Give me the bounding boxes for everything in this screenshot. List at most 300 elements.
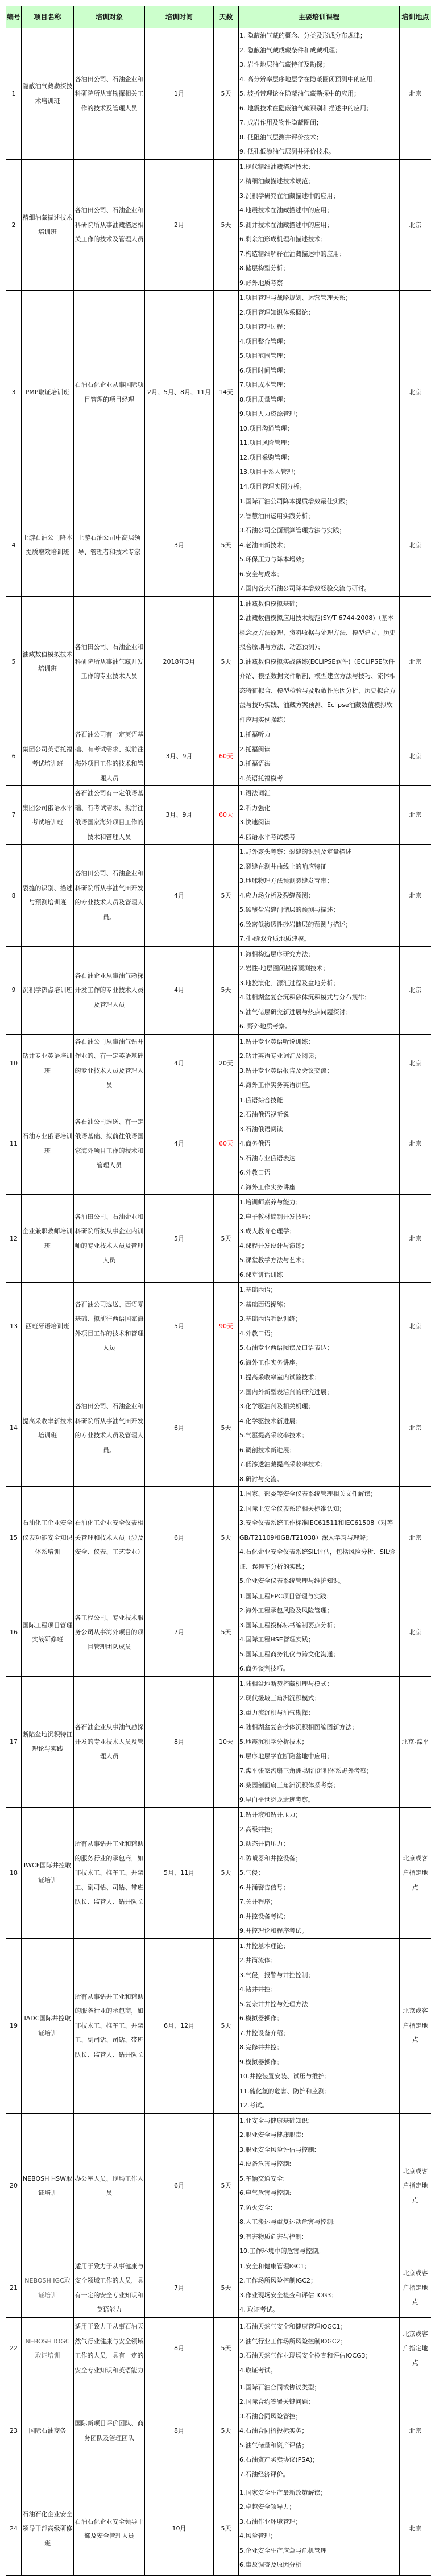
- course-list: [239, 28, 400, 160]
- course-list: [239, 1589, 400, 1676]
- course-item: 5.项目范围管理；: [239, 349, 399, 363]
- training-target: 适用于致力于从事石油天然气行业健康与安全领域工作的人员，具有一定的安全专业知识和英语能力: [74, 2317, 145, 2380]
- course-item: 7.海外工作实务讲座: [239, 1180, 399, 1195]
- course-item: 8.完修井井控；: [239, 2040, 399, 2055]
- project-name: NEBOSH IGC取证培训: [22, 2259, 74, 2317]
- course-item: 3.石油作业环境管理；: [239, 2515, 399, 2529]
- row-number: 6: [6, 727, 22, 786]
- training-location: 北京: [400, 2380, 431, 2482]
- course-item: 8.人工搬运与重复运动危害与控制;: [239, 2215, 399, 2230]
- training-target: 各油田公司、石油企业和科研院所从事油气田开发的专业技术人员及管理人员。: [74, 845, 145, 947]
- training-days: 5天: [214, 2317, 239, 2380]
- table-row: [6, 2113, 431, 2259]
- course-list: [239, 1093, 400, 1195]
- training-location: 北京: [400, 1589, 431, 1676]
- training-time: 4月: [145, 946, 214, 1034]
- course-list: [239, 1487, 400, 1589]
- row-number: 10: [6, 1034, 22, 1093]
- training-time: 2018年3月: [145, 596, 214, 727]
- training-location: 北京或客户指定地点: [400, 1938, 431, 2113]
- course-list: [239, 1283, 400, 1370]
- table-row: [6, 1034, 431, 1093]
- training-target: 各石油公司有一定俄语基础、有考试需求、拟前往俄语国家海外项目工作的技术和管理人员: [74, 786, 145, 845]
- training-days: 60天: [214, 1093, 239, 1195]
- course-item: 1.培训师素养与能力；: [239, 1195, 399, 1210]
- course-item: 5.油气储量和资产评估；: [239, 2438, 399, 2453]
- training-target: 各石油企业从事油气勘探开发工作的专业技术人员及管理人员: [74, 946, 145, 1034]
- training-days: 5天: [214, 596, 239, 727]
- course-item: 9.项目人力资源管理；: [239, 407, 399, 421]
- course-item: 4.石化企业安全仪表系统SIL评估，包括风险分析、SIL验证、误停车分析的实践；: [239, 1545, 399, 1574]
- training-time: 8月: [145, 2317, 214, 2380]
- course-item: 13.项目干系人管理；: [239, 465, 399, 479]
- course-list: [239, 291, 400, 494]
- course-item: 1.井控基本理论；: [239, 1939, 399, 1954]
- training-target: 所有从事钻井工业和辅助的服务行业的承包商，如非技术工、推车工、井架工、副司钻、司钻、带班队长、监管人、钻井队长: [74, 1808, 145, 1939]
- training-target: 国际新项目评价团队、商务团队及管理团队: [74, 2380, 145, 2482]
- course-item: 6.石油资产买卖协议(PSA)；: [239, 2453, 399, 2467]
- training-time: 6月: [145, 1487, 214, 1589]
- course-list: [239, 596, 400, 727]
- course-item: 12.考试。: [239, 2098, 399, 2113]
- training-location: 北京或客户指定地点: [400, 2259, 431, 2317]
- course-list: [239, 159, 400, 291]
- course-list: [239, 1195, 400, 1283]
- course-item: 2.基础西语操练；: [239, 1297, 399, 1312]
- project-name: 沉积学热点培训班: [22, 946, 74, 1034]
- course-item: 3.重力流沉积与油气勘探；: [239, 1706, 399, 1721]
- course-item: 6.调剖技术新进展；: [239, 1443, 399, 1458]
- course-list: [239, 2317, 400, 2380]
- table-row: [6, 1487, 431, 1589]
- project-name: IADC国际井控取证培训: [22, 1938, 74, 2113]
- course-item: 1.安全和健康管理IGC1；: [239, 2259, 399, 2274]
- course-item: 1.现代精细油藏描述技术；: [239, 160, 399, 175]
- table-row: [6, 2259, 431, 2317]
- course-item: 4.防喷器和井控设备；: [239, 1851, 399, 1866]
- course-item: 2.听力强化: [239, 801, 399, 816]
- project-name: IWCF国际井控取证培训: [22, 1808, 74, 1939]
- course-item: 4.外教口语；: [239, 1326, 399, 1341]
- row-number: 23: [6, 2380, 22, 2482]
- header-project-name: 项目名称: [22, 6, 74, 28]
- course-item: 5.碳酸盐岩缝洞储层的预测与描述；: [239, 903, 399, 917]
- course-item: 7.防火安全;: [239, 2201, 399, 2215]
- course-list: [239, 1938, 400, 2113]
- course-item: 7.石油经济评价。: [239, 2467, 399, 2482]
- row-number: 11: [6, 1093, 22, 1195]
- training-location: 北京: [400, 786, 431, 845]
- course-item: 10.井控装置安装、试压与维护；: [239, 2069, 399, 2084]
- table-row: [6, 159, 431, 291]
- course-item: 1.俄语综合技能: [239, 1093, 399, 1108]
- training-target: 办公室人员、现场工作人员: [74, 2113, 145, 2259]
- course-item: 2.电子教材编制开发技巧；: [239, 1210, 399, 1225]
- course-item: 1.国际石油合同或协议类型；: [239, 2380, 399, 2395]
- course-item: 5.石油专业俄语表达: [239, 1151, 399, 1166]
- course-item: 3.基础西语听说训练；: [239, 1312, 399, 1326]
- table-body: [6, 28, 431, 2576]
- training-days: 14天: [214, 291, 239, 494]
- course-item: 4. 高分辨率层序地层学在隐蔽圈闭预测中的应用；: [239, 72, 399, 87]
- course-item: 4.国际工程HSE管理实践；: [239, 1632, 399, 1647]
- course-item: 2.裂缝在测井曲线上的响应特征: [239, 859, 399, 874]
- project-name: 国际石油商务: [22, 2380, 74, 2482]
- course-item: 1.提高采收率室内试验技术；: [239, 1370, 399, 1385]
- table-row: [6, 1093, 431, 1195]
- course-item: 4. 取证考试。: [239, 2302, 399, 2317]
- training-time: 10月: [145, 2482, 214, 2576]
- training-location: 北京: [400, 2482, 431, 2576]
- course-list: [239, 1034, 400, 1093]
- training-target: 各石油公司选送、有一定俄语基础、拟前往俄语国家海外项目工作的技术和管理人员: [74, 1093, 145, 1195]
- course-item: 2.石油俄语视听说: [239, 1107, 399, 1122]
- course-item: 5.测井技术在油藏描述中的应用；: [239, 218, 399, 233]
- course-item: 4.钻井井控；: [239, 1982, 399, 1997]
- course-item: 1.海相构造层序研究方法；: [239, 947, 399, 962]
- training-target: 所有从事钻井工业和辅助的服务行业的承包商，如非技术工、推车工、井架工、副司钻、司钻、带班队长、监管人、钻井队长: [74, 1938, 145, 2113]
- course-item: 3.石油合同风险管控；: [239, 2409, 399, 2424]
- course-item: 8.储层构型分析；: [239, 261, 399, 276]
- table-row: [6, 2482, 431, 2576]
- training-target: 各油田公司、石油企业和科研院所从事油气藏开发工作的专业技术人员: [74, 596, 145, 727]
- course-list: [239, 786, 400, 845]
- training-days: 60天: [214, 727, 239, 786]
- table-row: [6, 1938, 431, 2113]
- training-time: 4月: [145, 1034, 214, 1093]
- course-item: 2.井筒流体；: [239, 1953, 399, 1968]
- training-target: 各石油公司从事油气钻井作业的、有一定英语基础的专业技术人员及管理人员: [74, 1034, 145, 1093]
- course-item: 8.桑园剖面扇三角洲沉积体系考察；: [239, 1778, 399, 1793]
- course-item: 7.国内各大石油公司降本增效经验交流与研讨。: [239, 581, 399, 596]
- header-location: 培训地点: [400, 6, 431, 28]
- training-target: 各石油企业从事油气勘探开发的专业技术人员及管理人员: [74, 1676, 145, 1808]
- course-item: 3.安全仪表系统工作标准IEC61511和IEC61508（对等GB/T21109和GB/T21038）深入学习与理解；: [239, 1516, 399, 1545]
- row-number: 17: [6, 1676, 22, 1808]
- row-number: 9: [6, 946, 22, 1034]
- training-location: 北京-滦平: [400, 1676, 431, 1808]
- training-days: 5天: [214, 1195, 239, 1283]
- training-target: 各油田公司、石油企业和科研院所从事勘探相关工作的技术及管理人员: [74, 28, 145, 160]
- training-target: 各油田公司、石油企业和科研院所从事油气田开发的专业技术人员及管理人员。: [74, 1370, 145, 1487]
- course-item: 11.项目风险管理；: [239, 436, 399, 450]
- row-number: 4: [6, 494, 22, 597]
- training-days: 5天: [214, 2259, 239, 2317]
- course-item: 2.油气行业工作场所风险控制IOGC2；: [239, 2334, 399, 2349]
- course-item: 9.井控理论和程序考试。: [239, 1924, 399, 1938]
- project-name: 石油化工企业安全仪表功能安全知识体系培训: [22, 1487, 74, 1589]
- course-item: 9.有害物质危害与控制;: [239, 2230, 399, 2244]
- course-item: 2.国际上安全仪表系统相关标准认知；: [239, 1502, 399, 1516]
- course-item: 5.企业安全仪表系统管理与维护知识。: [239, 1574, 399, 1589]
- course-list: [239, 1676, 400, 1808]
- course-item: 1.国家安全生产最新政策解读；: [239, 2486, 399, 2500]
- course-item: 3.石油公司全面预算管理方法与实践；: [239, 523, 399, 538]
- course-item: 4.俄语水平考试模考: [239, 830, 399, 845]
- course-item: 7.构造精细解释在油藏描述中的应用；: [239, 247, 399, 262]
- project-name: 油藏数值模拟技术培训班: [22, 596, 74, 727]
- project-name: 上游石油公司降本提质增效培训班: [22, 494, 74, 597]
- training-days: 5天: [214, 1370, 239, 1487]
- course-item: 2.项目管理知识体系概论；: [239, 305, 399, 320]
- training-location: 北京: [400, 596, 431, 727]
- course-list: [239, 946, 400, 1034]
- table-row: [6, 1195, 431, 1283]
- course-item: 3.成人教育心理学；: [239, 1224, 399, 1239]
- course-item: 3.作业现场安全检查和评估 ICG3；: [239, 2288, 399, 2303]
- training-time: 5月、11月: [145, 1808, 214, 1939]
- training-days: 5天: [214, 1487, 239, 1589]
- row-number: 7: [6, 786, 22, 845]
- course-item: 4.老油田新技术；: [239, 538, 399, 553]
- table-row: [6, 494, 431, 597]
- course-item: 6.海外工作实务讲座。: [239, 1355, 399, 1370]
- training-location: 北京: [400, 727, 431, 786]
- course-item: 5.车辆交通安全;: [239, 2172, 399, 2186]
- course-item: 7.低渗透油藏提高采收率技术；: [239, 1457, 399, 1472]
- course-item: 2.高级井控；: [239, 1822, 399, 1837]
- course-item: 3.油藏数值模拟实战演练(ECLIPSE软件)（ECLIPSE软件介绍、模型数据文件解剖、模型建立方法与技巧、流体相态特征拟合、模型检验与及收敛性原因分析、历史拟合方法与技巧实践、油藏方案预测、Eclipse油藏数值模拟软件应用实例操练）: [239, 655, 399, 727]
- course-item: 4.石油合同招投标实务；: [239, 2424, 399, 2438]
- course-item: 5.气侵；: [239, 1866, 399, 1880]
- table-row: [6, 786, 431, 845]
- course-item: 7.关井程序；: [239, 1895, 399, 1909]
- training-location: 北京: [400, 159, 431, 291]
- training-time: 3月、9月: [145, 727, 214, 786]
- course-item: 14.项目管理实例分析。: [239, 479, 399, 494]
- training-target: 适用于致力于从事健康与安全领域工作的人员，具有一定的安全专业知识和英语能力: [74, 2259, 145, 2317]
- header-number: 编号: [6, 6, 22, 28]
- training-time: 6月: [145, 1370, 214, 1487]
- project-name: NEBOSH IOGC取证培训: [22, 2317, 74, 2380]
- course-item: 6.井涌警告信号；: [239, 1880, 399, 1895]
- training-days: 10天: [214, 1676, 239, 1808]
- training-location: 北京: [400, 1093, 431, 1195]
- training-days: 60天: [214, 786, 239, 845]
- training-time: 8月: [145, 2380, 214, 2482]
- project-name: 石油专业俄语培训班: [22, 1093, 74, 1195]
- course-item: 3.项目管理过程；: [239, 320, 399, 334]
- table-row: [6, 28, 431, 160]
- training-days: 5天: [214, 2482, 239, 2576]
- row-number: 3: [6, 291, 22, 494]
- course-item: 6.项目时间管理；: [239, 363, 399, 378]
- training-location: 北京: [400, 1195, 431, 1283]
- course-item: 1.国际石油公司降本提质增效最佳实践；: [239, 494, 399, 509]
- training-time: 5月: [145, 1283, 214, 1370]
- row-number: 21: [6, 2259, 22, 2317]
- training-time: 7月: [145, 2259, 214, 2317]
- row-number: 8: [6, 845, 22, 947]
- course-item: 4.海外工作实务英语讲座。: [239, 1078, 399, 1093]
- training-days: 90天: [214, 1283, 239, 1370]
- training-target: 上游石油公司中高层领导、管理者和技术专家: [74, 494, 145, 597]
- course-item: 5.气驱提高采收率技术；: [239, 1428, 399, 1443]
- header-time: 培训时间: [145, 6, 214, 28]
- course-item: 6.电气危害与控制;: [239, 2186, 399, 2201]
- course-item: 2.卓越安全领导力；: [239, 2500, 399, 2515]
- training-plan-table: [6, 6, 431, 2576]
- row-number: 5: [6, 596, 22, 727]
- course-item: 10.项目沟通管理；: [239, 421, 399, 436]
- training-location: 北京: [400, 845, 431, 947]
- training-location: 北京: [400, 1034, 431, 1093]
- course-list: [239, 845, 400, 947]
- row-number: 24: [6, 2482, 22, 2576]
- course-list: [239, 2380, 400, 2482]
- training-days: 5天: [214, 845, 239, 947]
- course-item: 10.工作环境中的危害与控制。: [239, 2244, 399, 2259]
- training-time: 2月: [145, 159, 214, 291]
- project-name: 钻井专业英语培训班: [22, 1034, 74, 1093]
- training-location: 北京: [400, 946, 431, 1034]
- course-list: [239, 2113, 400, 2259]
- training-time: 5月: [145, 1195, 214, 1283]
- course-item: 8.研讨与交流。: [239, 1472, 399, 1487]
- course-item: 2.托福阅读: [239, 742, 399, 757]
- project-name: 企业兼职教师培训班: [22, 1195, 74, 1283]
- course-item: 7.孔-缝双介质地质建模。: [239, 932, 399, 946]
- header-courses: 主要培训课程: [239, 6, 400, 28]
- course-item: 2.国内外新型表活剂的研究进展；: [239, 1385, 399, 1400]
- training-time: 3月、9月: [145, 786, 214, 845]
- course-item: 1.基础西语；: [239, 1283, 399, 1297]
- training-days: 5天: [214, 1589, 239, 1676]
- course-item: 4.风险管理；: [239, 2529, 399, 2544]
- training-location: 北京: [400, 1283, 431, 1370]
- course-item: 5.复杂井井控与处理方法: [239, 1997, 399, 2012]
- course-item: 2.国际合约签署关键问题；: [239, 2395, 399, 2409]
- header-target: 培训对象: [74, 6, 145, 28]
- table-row: [6, 1676, 431, 1808]
- course-item: 5.国际工程商务礼仪与跨文化沟通；: [239, 1647, 399, 1662]
- training-time: 6月、12月: [145, 1938, 214, 2113]
- training-time: 7月: [145, 1589, 214, 1676]
- training-location: 北京: [400, 494, 431, 597]
- course-item: 6.剩余油形成机理和描述技术；: [239, 232, 399, 247]
- project-name: 提高采收率新技术培训班: [22, 1370, 74, 1487]
- course-item: 3.沉积学研究在油藏描述中的应用；: [239, 189, 399, 204]
- row-number: 13: [6, 1283, 22, 1370]
- course-item: 3.石油俄语阅读: [239, 1122, 399, 1137]
- training-location: 北京: [400, 28, 431, 160]
- course-item: 6. 野外地质考察。: [239, 1019, 399, 1034]
- row-number: 15: [6, 1487, 22, 1589]
- course-item: 4.课程开发设计与演练；: [239, 1239, 399, 1254]
- course-item: 5.石油专业西语阅读及口语表达；: [239, 1341, 399, 1355]
- training-days: 5天: [214, 2113, 239, 2259]
- course-item: 9. 低孔低渗油气层测井评价技术。: [239, 144, 399, 159]
- course-item: 4.陆相湖盆复合沉积砂体沉积模式与分布规律；: [239, 990, 399, 1005]
- course-item: 7. 成岩作用及物性隐蔽圈闭；: [239, 115, 399, 130]
- course-item: 3.职业安全风险评估与控制;: [239, 2143, 399, 2157]
- training-location: 北京或客户指定地点: [400, 1808, 431, 1939]
- table-row: [6, 1808, 431, 1939]
- training-time: 6月: [145, 2113, 214, 2259]
- table-row: [6, 845, 431, 947]
- course-item: 6. 地震技术在隐蔽油气藏识别和描述中的应用；: [239, 101, 399, 116]
- course-item: 1.国际工程EPC项目管理与实践；: [239, 1589, 399, 1604]
- course-item: 9.早白垩世恐龙遗迹考察。: [239, 1793, 399, 1808]
- course-item: 4.化学驱技术新进展；: [239, 1414, 399, 1429]
- course-item: 8.井控设备考试；: [239, 1909, 399, 1924]
- training-time: 3月: [145, 494, 214, 597]
- course-item: 4.项目整合管理；: [239, 334, 399, 349]
- row-number: 14: [6, 1370, 22, 1487]
- course-item: 2. 隐蔽油气藏成藏条件和成藏机理；: [239, 43, 399, 58]
- row-number: 18: [6, 1808, 22, 1939]
- table-row: [6, 1589, 431, 1676]
- training-days: 5天: [214, 159, 239, 291]
- course-item: 1.语法词汇: [239, 786, 399, 801]
- course-item: 6.商务谈判技巧。: [239, 1661, 399, 1676]
- training-target: 石油化工企业安全仪表相关管理和技术人员（涉及安全、仪表、工艺专业）: [74, 1487, 145, 1589]
- course-item: 1.野外露头考察：裂缝的识别及定量描述: [239, 845, 399, 859]
- training-target: 各油田公司、石油企业和科研院所从事油藏描述相关工作的技术及管理人员: [74, 159, 145, 291]
- course-item: 2.精细油藏描述技术规范；: [239, 174, 399, 189]
- course-item: 4.商务俄语: [239, 1136, 399, 1151]
- course-item: 8.项目质量管理；: [239, 392, 399, 407]
- course-item: 5.地震沉积学分析技术；: [239, 1735, 399, 1750]
- course-item: 4.英语托福模考: [239, 771, 399, 786]
- course-list: [239, 727, 400, 786]
- course-item: 1. 隐蔽油气藏的概念、分类及形成分布规律；: [239, 28, 399, 43]
- course-item: 7.井控设备介绍；: [239, 2026, 399, 2041]
- course-item: 3.石油天然气作业现场安全检查和评估IOCG3；: [239, 2348, 399, 2363]
- course-list: [239, 494, 400, 597]
- training-days: 5天: [214, 28, 239, 160]
- training-location: 北京: [400, 1487, 431, 1589]
- course-item: 2.职业安全与健康职责;: [239, 2128, 399, 2143]
- training-days: 5天: [214, 2380, 239, 2482]
- project-name: 国际工程项目管理实战研修班: [22, 1589, 74, 1676]
- table-row: [6, 727, 431, 786]
- table-row: [6, 1283, 431, 1370]
- project-name: 精细油藏描述技术培训班: [22, 159, 74, 291]
- course-item: 3.气侵，报警与井控控制；: [239, 1968, 399, 1983]
- row-number: 19: [6, 1938, 22, 2113]
- course-item: 3.快速阅读: [239, 815, 399, 830]
- training-location: 北京或客户指定地点: [400, 2113, 431, 2259]
- training-days: 5天: [214, 494, 239, 597]
- table-header-row: [6, 6, 431, 28]
- course-item: 3.动态井筒压力；: [239, 1837, 399, 1851]
- row-number: 20: [6, 2113, 22, 2259]
- course-item: 1.项目管理与战略规划、运营管理关系；: [239, 291, 399, 305]
- training-time: 8月: [145, 1676, 214, 1808]
- course-item: 1.钻井液和钻井压力；: [239, 1808, 399, 1822]
- training-time: 2月、5月、8月、11月: [145, 291, 214, 494]
- course-list: [239, 2482, 400, 2576]
- row-number: 2: [6, 159, 22, 291]
- row-number: 12: [6, 1195, 22, 1283]
- training-location: 北京: [400, 291, 431, 494]
- training-target: 各石油公司有一定英语基础、有考试需求、拟前往海外项目工作的技术和管理人员: [74, 727, 145, 786]
- row-number: 1: [6, 28, 22, 160]
- project-name: 集团公司英语托福考试培训班: [22, 727, 74, 786]
- table-row: [6, 596, 431, 727]
- course-item: 6.安全与成本；: [239, 567, 399, 582]
- training-target: 各石油公司选送、西语零基础、拟前往西语国家海外项目工作的技术和管理人员: [74, 1283, 145, 1370]
- project-name: PMP取证培训班: [22, 291, 74, 494]
- course-item: 5.油气储层研究新进展与热点问题探讨；: [239, 1005, 399, 1020]
- course-item: 4.设备危害与控制;: [239, 2157, 399, 2172]
- course-item: 3.托福语法: [239, 756, 399, 771]
- course-item: 3.国际工程投标标书编制要点分析；: [239, 1618, 399, 1633]
- course-list: [239, 1370, 400, 1487]
- course-list: [239, 1808, 400, 1939]
- course-item: 3. 岩性地层油气藏特征及勘探；: [239, 57, 399, 72]
